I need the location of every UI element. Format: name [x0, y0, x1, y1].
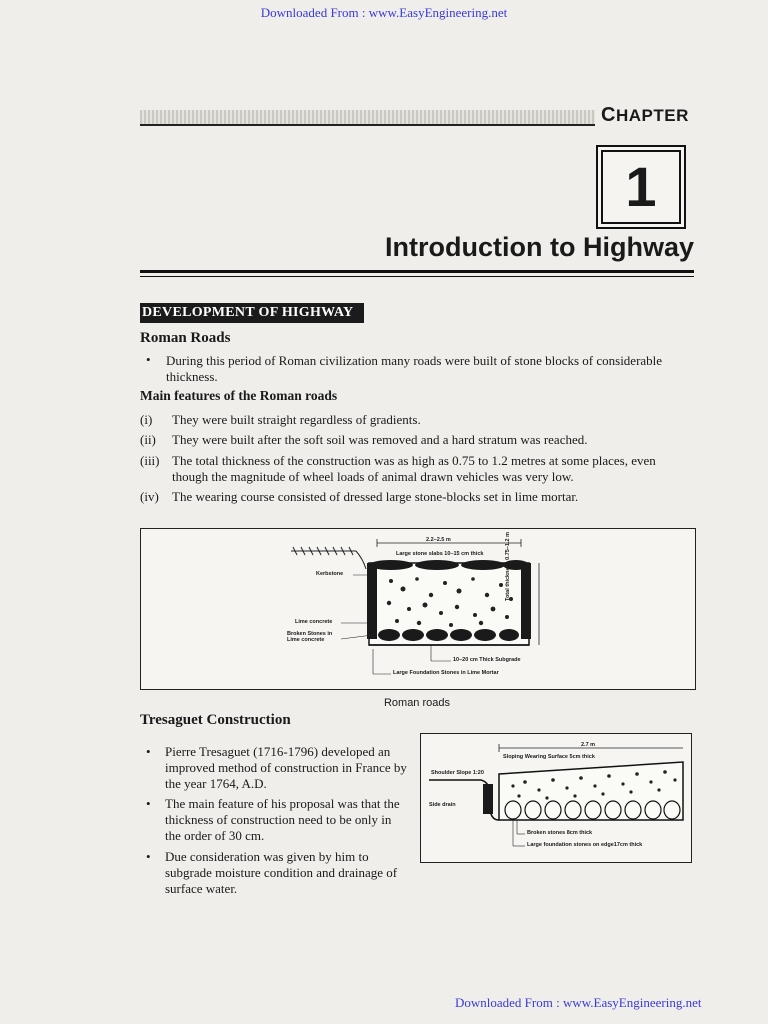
wearing-surface-label: Sloping Wearing Surface 5cm thick [503, 754, 595, 760]
chapter-number-box [596, 145, 686, 229]
title-rule [140, 270, 694, 273]
subgrade-label: 10–20 cm Thick Subgrade [453, 657, 521, 663]
header-download-link[interactable]: Downloaded From : www.EasyEngineering.net [260, 5, 508, 20]
feature-text: They were built straight regardless of gradients. [172, 412, 421, 427]
feature-num: (iv) [140, 489, 159, 504]
broken-stones-label: Broken Stones in Lime concrete [287, 631, 333, 643]
roman-width-label: 2.2–2.5 m [426, 537, 451, 543]
tresaguet-heading: Tresaguet Construction [140, 712, 291, 728]
chapter-number: 1 [601, 150, 681, 224]
side-drain-label: Side drain [429, 802, 456, 808]
foundation-stones-label: Large foundation stones on edge17cm thick [527, 842, 643, 848]
title-rule-thin [140, 276, 694, 277]
roman-slabs-label: Large stone slabs 10–15 cm thick [396, 551, 484, 557]
feature-num: (ii) [140, 432, 156, 447]
chapter-label [601, 104, 689, 127]
chapter-title: Introduction to Highway [385, 232, 694, 262]
features-heading: Main features of the Roman roads [140, 388, 338, 403]
chapter-label-rest: HAPTER [615, 106, 689, 125]
shoulder-slope-label: Shoulder Slope 1:20 [431, 770, 484, 776]
tresaguet-bullet: Pierre Tresaguet (1716-1796) developed an improved method of construction in France by the year 1764, A.D. [165, 744, 407, 791]
roman-figure-caption: Roman roads [383, 697, 451, 709]
tresaguet-bullet: Due consideration was given by him to subgrade moisture condition and drainage of surface water. [165, 849, 398, 896]
feature-num: (iii) [140, 453, 160, 468]
lime-concrete-label: Lime concrete [295, 619, 333, 625]
roman-roads-figure [140, 528, 696, 690]
foundation-label: Large Foundation Stones in Lime Mortar [393, 670, 499, 676]
tresaguet-bullet: The main feature of his proposal was that the thickness of construction need to be only in the order of 30 cm. [165, 796, 400, 843]
footer-download-link[interactable]: Downloaded From : www.EasyEngineering.net [455, 995, 702, 1010]
kerbstone-label: Kerbstone [316, 571, 344, 577]
chapter-rule [140, 110, 595, 126]
feature-num: (i) [140, 412, 153, 427]
feature-text: They were built after the soft soil was removed and a hard stratum was reached. [172, 432, 588, 447]
bullet-dot: • [146, 744, 151, 759]
section-banner: DEVELOPMENT OF HIGHWAY [140, 303, 364, 323]
roman-roads-heading: Roman Roads [140, 330, 231, 346]
broken-stones-label: Broken stones 8cm thick [527, 830, 593, 836]
feature-text: The wearing course consisted of dressed large stone-blocks set in lime mortar. [172, 489, 579, 504]
roman-bullet-text: During this period of Roman civilization many roads were built of stone blocks of considerable thickness. [166, 353, 663, 384]
total-thickness-label: Total thickness 0.75–1.2 m [505, 532, 511, 601]
bullet-dot: • [146, 352, 151, 367]
bullet-dot: • [146, 796, 151, 811]
feature-text: The total thickness of the construction was as high as 0.75 to 1.2 metres at some places, even though the magnitude of wheel loads of animal drawn vehicles was very low. [172, 453, 656, 484]
bullet-dot: • [146, 849, 151, 864]
tresaguet-figure [420, 733, 692, 863]
chapter-label-initial: C [601, 104, 616, 126]
tresaguet-width-label: 2.7 m [581, 742, 596, 748]
